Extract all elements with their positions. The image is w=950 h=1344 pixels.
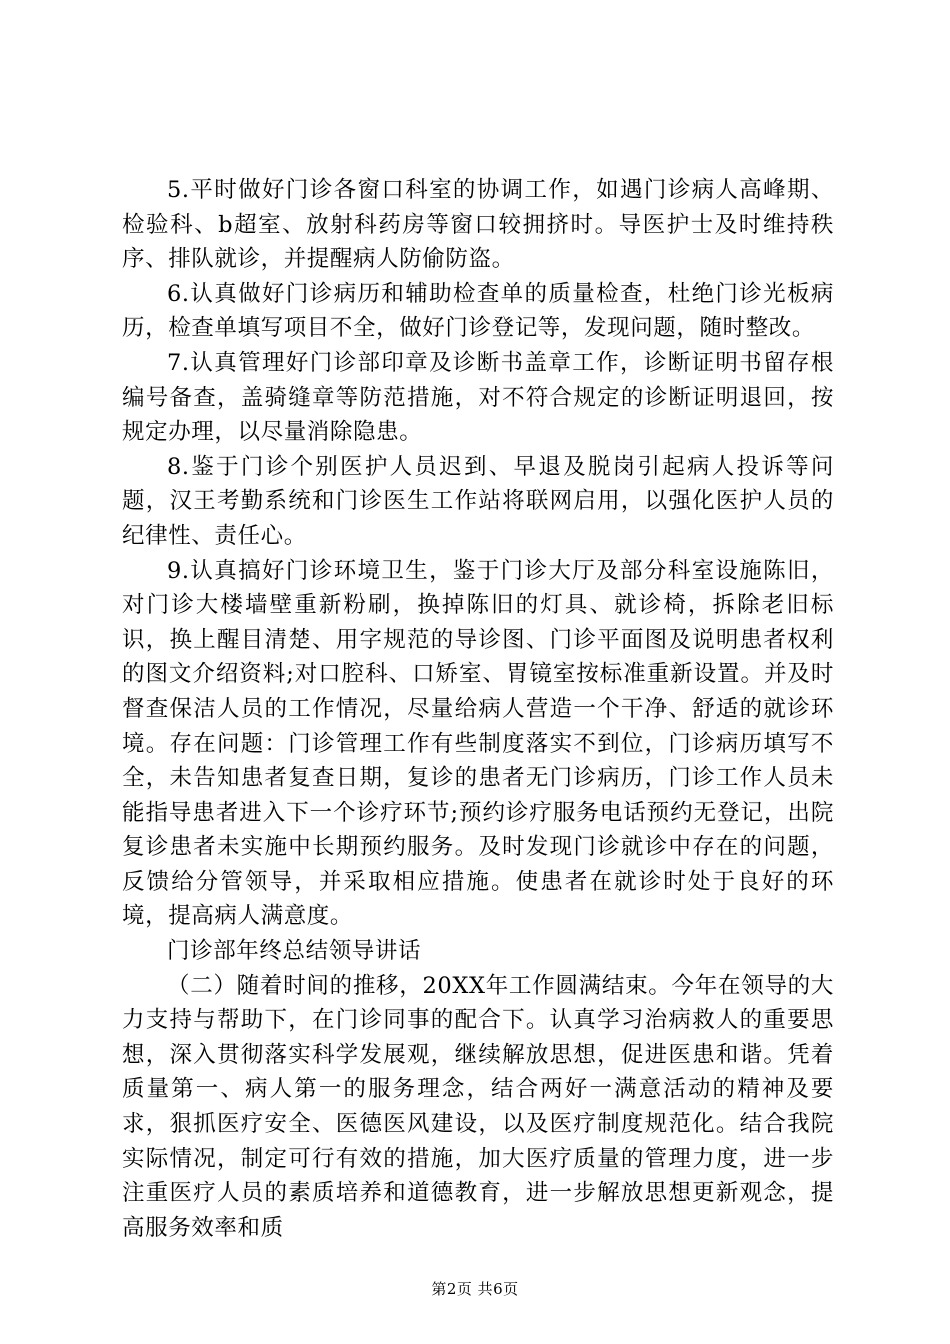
paragraph-item-8: 8.鉴于门诊个别医护人员迟到、早退及脱岗引起病人投诉等问题，汉王考勤系统和门诊医生工作站将联网启用，以强化医护人员的纪律性、责任心。	[122, 453, 834, 549]
page-number-footer: 第2页 共6页	[431, 1280, 519, 1298]
paragraph-item-5: 5.平时做好门诊各窗口科室的协调工作，如遇门诊病人高峰期、检验科、b超室、放射科药房等窗口较拥挤时。导医护士及时维持秩序、排队就诊，并提醒病人防偷防盗。	[122, 177, 834, 273]
paragraph-item-7: 7.认真管理好门诊部印章及诊断书盖章工作，诊断证明书留存根编号备查，盖骑缝章等防范措施，对不符合规定的诊断证明退回，按规定办理，以尽量消除隐患。	[122, 349, 834, 446]
paragraph-item-9: 9.认真搞好门诊环境卫生，鉴于门诊大厅及部分科室设施陈旧，对门诊大楼墙壁重新粉刷，换掉陈旧的灯具、就诊椅，拆除老旧标识，换上醒目清楚、用字规范的导诊图、门诊平面图及说明患者权利的图文介绍资料;对口腔科、口矫室、胃镜室按标准重新设置。并及时督查保洁人员的工作情况，尽量给病人营造一个干净、舒适的就诊环境。存在问题：门诊管理工作有些制度落实不到位，门诊病历填写不全，未告知患者复查日期，复诊的患者无门诊病历，门诊工作人员未能指导患者进入下一个诊疗环节;预约诊疗服务电话预约无登记，出院复诊患者未实施中长期预约服务。及时发现门诊就诊中存在的问题，反馈给分管领导，并采取相应措施。使患者在就诊时处于良好的环境，提高病人满意度。	[122, 557, 834, 930]
paragraph-item-two: （二）随着时间的推移，20XX年工作圆满结束。今年在领导的大力支持与帮助下，在门诊同事的配合下。认真学习治病救人的重要思想，深入贯彻落实科学发展观，继续解放思想，促进医患和谐。凭着质量第一、病人第一的服务理念，结合两好一满意活动的精神及要求，狠抓医疗安全、医德医风建设，以及医疗制度规范化。结合我院实际情况，制定可行有效的措施，加大医疗质量的管理力度，进一步注重医疗人员的素质培养和道德教育，进一步解放思想更新观念，提高服务效率和质	[122, 972, 834, 1241]
paragraph-item-6: 6.认真做好门诊病历和辅助检查单的质量检查，杜绝门诊光板病历，检查单填写项目不全，做好门诊登记等，发现问题，随时整改。	[122, 280, 834, 342]
section-heading: 门诊部年终总结领导讲话	[167, 938, 422, 965]
document-body	[122, 173, 834, 1245]
